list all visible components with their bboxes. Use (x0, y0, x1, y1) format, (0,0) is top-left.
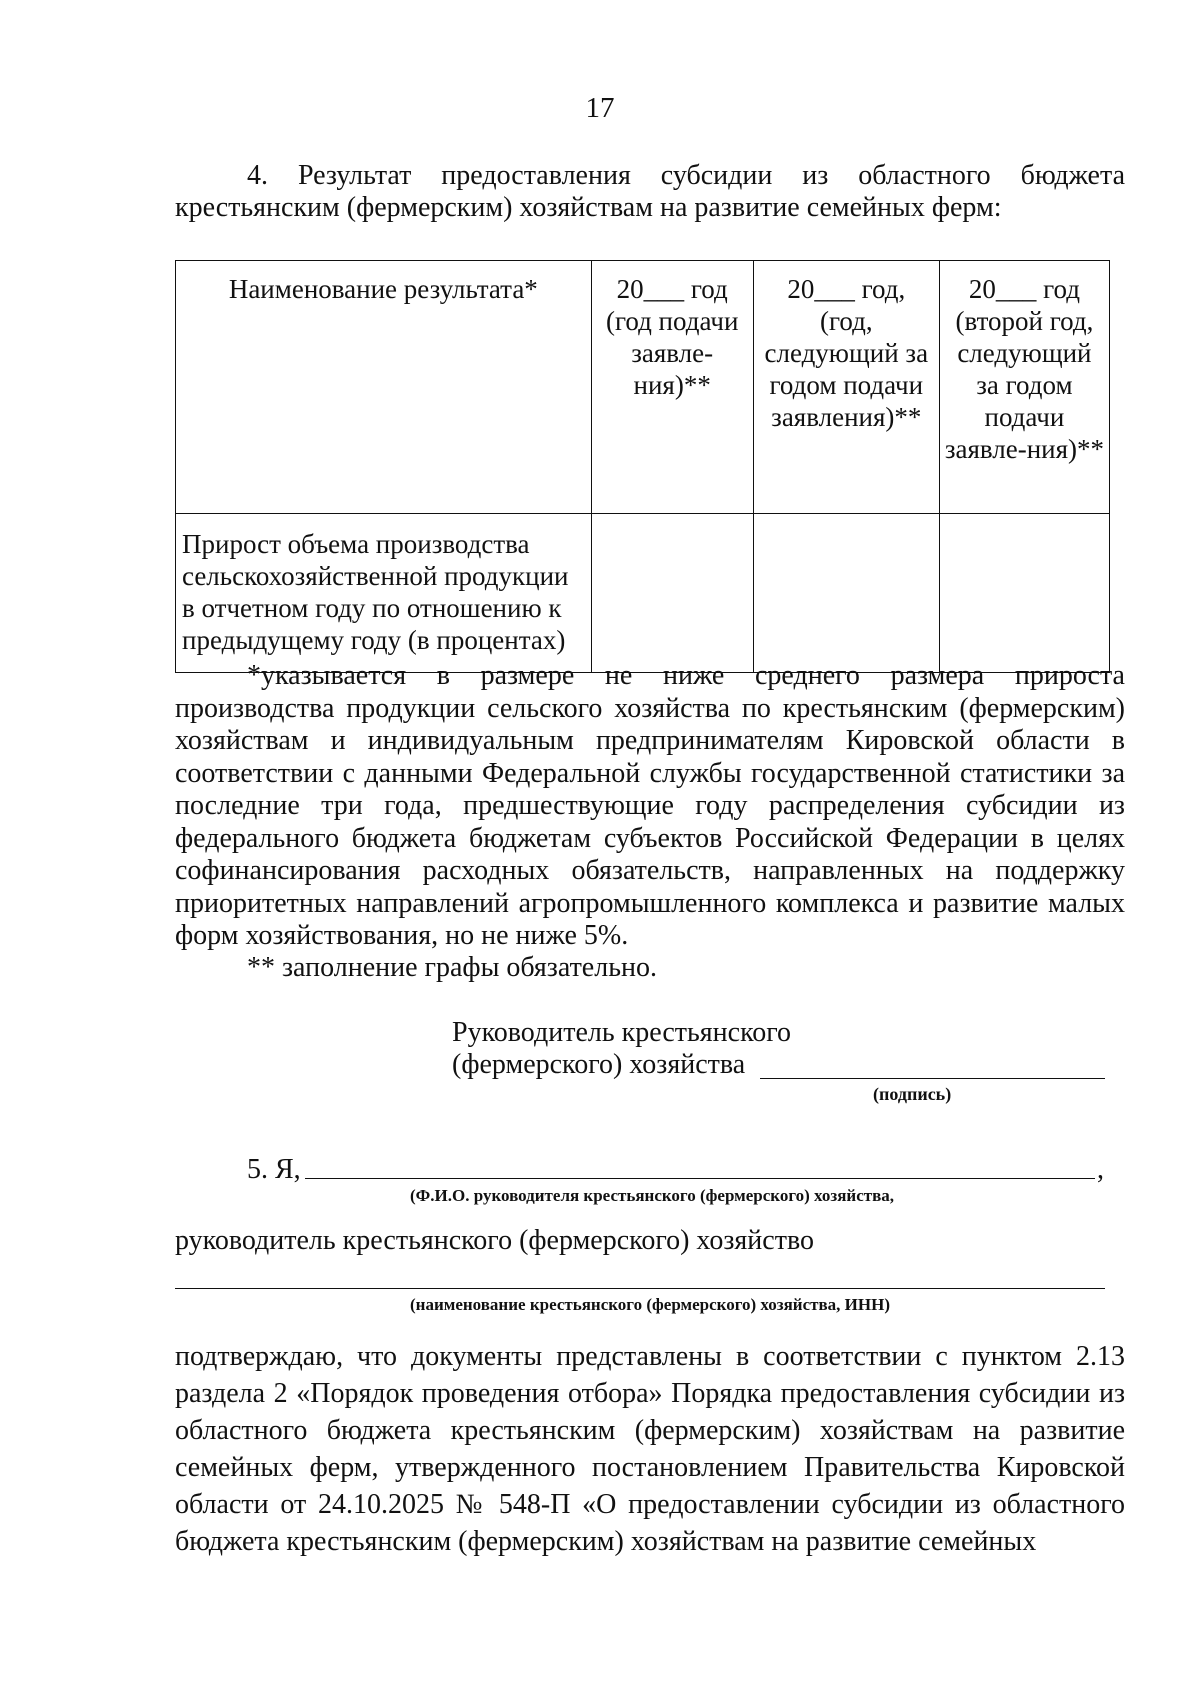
footnote-double-asterisk: ** заполнение графы обязательно. (247, 952, 657, 983)
header-result-name: Наименование результата* (176, 261, 592, 514)
farm-name-input-line[interactable] (175, 1288, 1105, 1289)
section-4-heading: 4. Результат предоставления субсидии из областного бюджета крестьянским (фермерским) хозяйствам на развитие семейных ферм: (175, 160, 1125, 223)
signature-line[interactable] (760, 1078, 1105, 1079)
header-year-following: 20___ год, (год, следующий за годом подачи заявления)** (753, 261, 939, 514)
role-text: руководитель крестьянского (фермерского) хозяйство (175, 1225, 814, 1256)
fio-input-line[interactable] (305, 1178, 1095, 1179)
section-5-comma: , (1097, 1154, 1104, 1185)
cell-second-year-following-value[interactable] (939, 514, 1109, 673)
confirmation-paragraph: подтверждаю, что документы представлены в соответствии с пунктом 2.13 раздела 2 «Порядок проведения отбора» Порядка предоставления субсидии из областного бюджета крестьянским (фермерским) хозяйствам на развитие семейных ферм, утвержденного постановлением Правительства Кировской области от 24.10.2025 № 548-П «О предоставлении субсидии из областного бюджета крестьянским (фермерским) хозяйствам на развитие семейных (175, 1341, 1125, 1557)
row-label-production-growth: Прирост объема производства сельскохозяйственной продукции в отчетном году по отношению к предыдущему году (в процентах) (176, 514, 592, 673)
section-5-lead: 5. Я, (247, 1154, 301, 1185)
page-number: 17 (585, 92, 615, 124)
footnote-asterisk: *указывается в размере не ниже среднего размера прироста производства продукции сельского хозяйства по крестьянским (фермерским) хозяйствам и индивидуальным предпринимателям Кировской области в соответствии с данными Федеральной службы государственной статистики за последние три года, предшествующие году распределения субсидии из федерального бюджета бюджетам субъектов Российской Федерации в целях софинансирования расходных обязательств, направленных на поддержку приоритетных направлений агропромышленного комплекса и развитие малых форм хозяйствования, но не ниже 5%. (175, 660, 1125, 951)
header-year-application: 20___ год (год подачи заявле-ния)** (591, 261, 753, 514)
fio-caption: (Ф.И.О. руководителя крестьянского (фермерского) хозяйства, (410, 1186, 895, 1205)
signature-caption: (подпись) (873, 1084, 952, 1104)
header-second-year-following: 20___ год (второй год, следующий за годом подачи заявле-ния)** (939, 261, 1109, 514)
signature-block (452, 1017, 791, 1081)
signature-role-line2: (фермерского) хозяйства (452, 1049, 746, 1080)
results-table (175, 260, 1110, 673)
table-header-row (176, 261, 1110, 514)
cell-year-following-value[interactable] (753, 514, 939, 673)
cell-year-application-value[interactable] (591, 514, 753, 673)
signature-role-line1: Руководитель крестьянского (452, 1017, 792, 1048)
table-row (176, 514, 1110, 673)
farm-name-caption: (наименование крестьянского (фермерского) хозяйства, ИНН) (410, 1295, 891, 1314)
